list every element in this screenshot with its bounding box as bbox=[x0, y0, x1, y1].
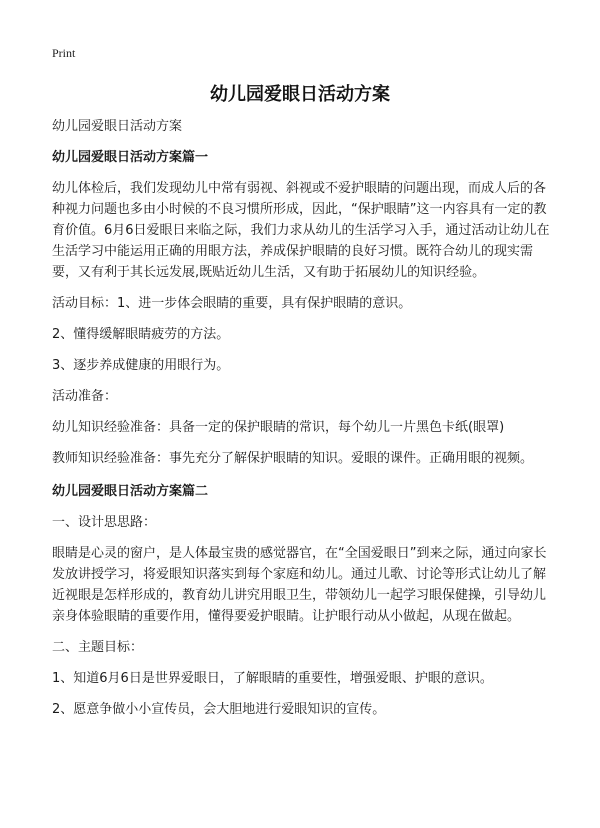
section1-heading: 幼儿园爱眼日活动方案篇一 bbox=[52, 150, 209, 165]
section1-prep-heading: 活动准备： bbox=[52, 389, 118, 404]
page-title: 幼儿园爱眼日活动方案 bbox=[210, 84, 390, 105]
section1-intro: 幼儿体检后，我们发现幼儿中常有弱视、斜视或不爱护眼睛的问题出现，而成人后的各种视力问题也多由小时候的不良习惯所形成，因此，“保护眼睛”这一内容具有一定的教育价值。6月6日爱眼日来临之际，我们力求从幼儿的生活学习入手，通过活动让幼儿在生活学习中能运用正确的用眼方法，养成保护眼睛的良好习惯。既符合幼儿的现实需要，又有利于其长远发展,既贴近幼儿生活，又有助于拓展幼儿的知识经验。 bbox=[52, 181, 550, 280]
section2-topic-2: 2、愿意争做小小宣传员，会大胆地进行爱眼知识的宣传。 bbox=[52, 702, 386, 717]
section1-prep-teacher: 教师知识经验准备：事先充分了解保护眼睛的知识。爱眼的课件。正确用眼的视频。 bbox=[52, 451, 534, 466]
print-label[interactable]: Print bbox=[52, 46, 76, 60]
section1-goal-3: 3、逐步养成健康的用眼行为。 bbox=[52, 358, 230, 373]
section1-prep-child: 幼儿知识经验准备：具备一定的保护眼睛的常识，每个幼儿一片黑色卡纸(眼罩) bbox=[52, 420, 505, 435]
section2-heading: 幼儿园爱眼日活动方案篇二 bbox=[52, 484, 209, 499]
document-body bbox=[52, 116, 552, 720]
document-subtitle: 幼儿园爱眼日活动方案 bbox=[52, 119, 183, 134]
section1-goal-1: 活动目标：1、进一步体会眼睛的重要，具有保护眼睛的意识。 bbox=[52, 296, 412, 311]
section2-topic-heading: 二、主题目标： bbox=[52, 640, 144, 655]
section2-design-text: 眼睛是心灵的窗户，是人体最宝贵的感觉器官，在“全国爱眼日”到来之际，通过向家长发放讲授学习，将爱眼知识落实到每个家庭和幼儿。通过儿歌、讨论等形式让幼儿了解近视眼是怎样形成的，教育幼儿讲究用眼卫生，带领幼儿一起学习眼保健操，引导幼儿亲身体验眼睛的重要作用，懂得要爱护眼睛。让护眼行动从小做起，从现在做起。 bbox=[52, 546, 547, 624]
section2-topic-1: 1、知道6月6日是世界爱眼日，了解眼睛的重要性，增强爱眼、护眼的意识。 bbox=[52, 671, 493, 686]
section1-goal-2: 2、懂得缓解眼睛疲劳的方法。 bbox=[52, 327, 230, 342]
section2-design-heading: 一、设计思思路： bbox=[52, 515, 157, 530]
